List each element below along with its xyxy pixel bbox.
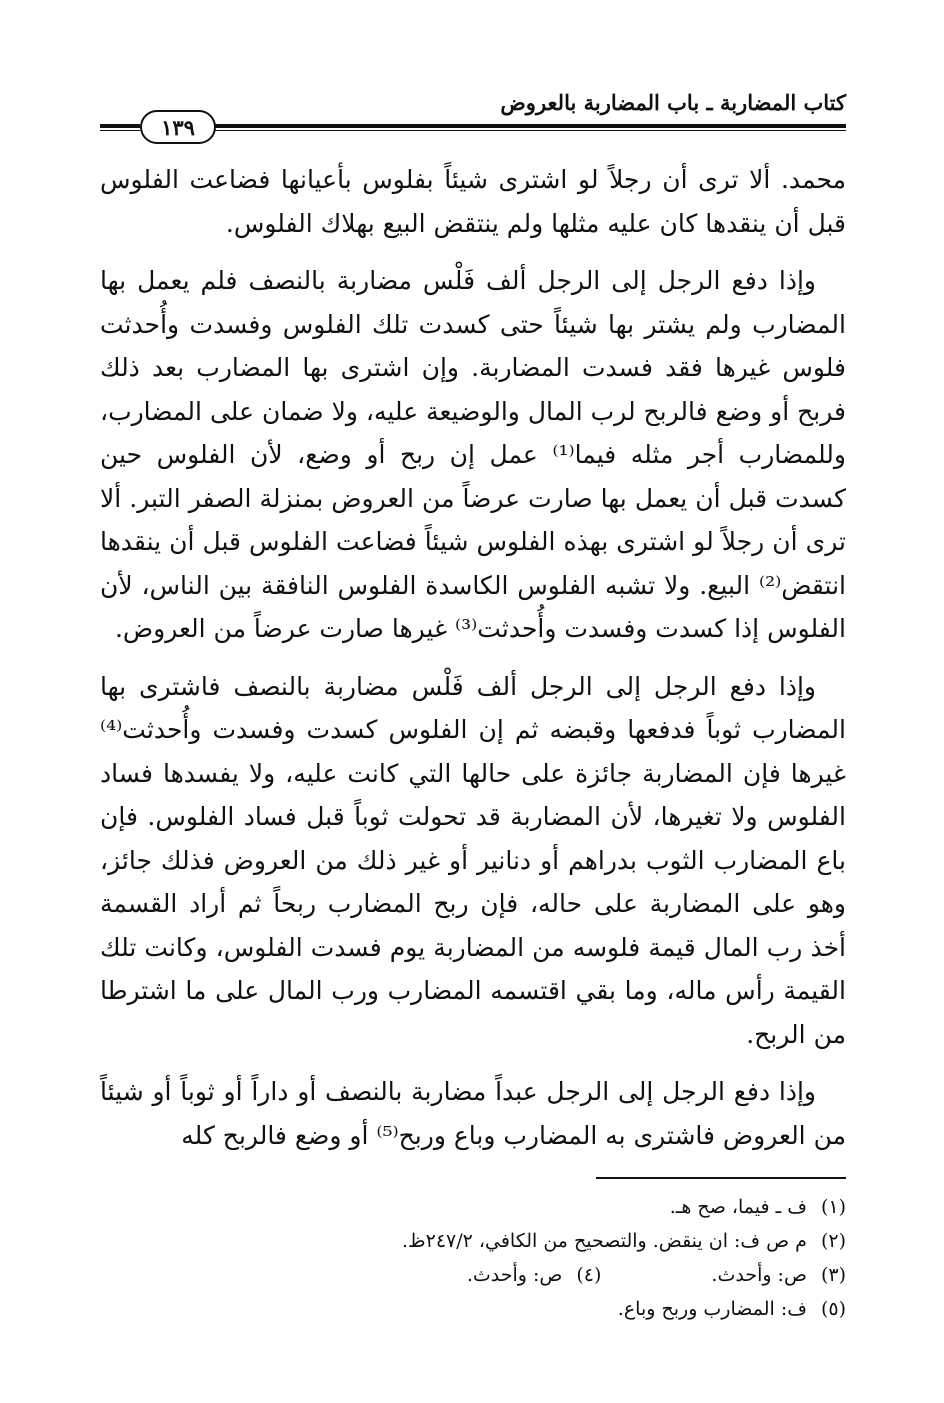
footnote-number: (٤): [576, 1264, 602, 1286]
header-rule-thick: [210, 124, 846, 128]
page-header: [100, 90, 846, 150]
paragraph-1: محمد. ألا ترى أن رجلاً لو اشترى شيئاً بفلوس بأعيانها فضاعت الفلوس قبل أن ينقدها كان عليه مثلها ولم ينتقض البيع بهلاك الفلوس.: [100, 165, 846, 238]
footnote-number: (٥): [820, 1298, 846, 1320]
footnote-row: [100, 1190, 846, 1224]
footnote-number: (٢): [820, 1230, 846, 1252]
footnote-row: [100, 1258, 846, 1292]
footnote-text: ف ـ فيما، صح هـ.: [669, 1196, 807, 1218]
footnote-separator: [596, 1177, 846, 1179]
page-number-badge: [140, 110, 216, 144]
body-text: [100, 158, 846, 1171]
header-rule-left-thick: [100, 124, 140, 128]
paragraph-4: وإذا دفع الرجل إلى الرجل عبداً مضاربة بالنصف أو داراً أو ثوباً أو شيئاً من العروض فاشترى به المضارب وباع وربح⁽⁵⁾ أو وضع فالربح كله: [100, 1077, 846, 1150]
footnote-text: م ص ف: ان ينقض. والتصحيح من الكافي، ٢٤٧/٢ظ.: [401, 1230, 807, 1252]
footnote-row: [100, 1224, 846, 1258]
header-rule-thin: [210, 130, 846, 131]
running-title: كتاب المضاربة ـ باب المضاربة بالعروض: [500, 90, 846, 115]
footnote-row: [100, 1292, 846, 1326]
paragraph-3: وإذا دفع الرجل إلى الرجل ألف فَلْس مضاربة بالنصف فاشترى بها المضارب ثوباً فدفعها وقبضه ثم إن الفلوس كسدت وفسدت وأُحدثت⁽⁴⁾ غيرها فإن المضاربة جائزة على حالها التي كانت عليه، ولا يفسدها فساد الفلوس ولا تغيرها، لأن المضاربة قد تحولت ثوباً قبل فساد الفلوس. فإن باع المضارب الثوب بدراهم أو دنانير أو غير ذلك من العروض فذلك جائز، وهو على المضاربة على حاله، فإن ربح المضارب ربحاً ثم أراد القسمة أخذ رب المال قيمة فلوسه من المضاربة يوم فسدت الفلوس، وكانت تلك القيمة رأس ماله، وما بقي اقتسمه المضارب ورب المال على ما اشترطا من الربح.: [100, 671, 846, 1049]
footnote-number: (١): [820, 1196, 846, 1218]
footnote-text: ص: وأحدث.: [466, 1264, 563, 1286]
page-number: ١٣٩: [161, 114, 195, 140]
paragraph-2: وإذا دفع الرجل إلى الرجل ألف فَلْس مضاربة بالنصف فلم يعمل بها المضارب ولم يشتر بها شيئاً حتى كسدت تلك الفلوس وفسدت وأُحدثت فلوس غيرها فقد فسدت المضاربة. وإن اشترى بها المضارب بعد ذلك فربح أو وضع فالربح لرب المال والوضيعة عليه، ولا ضمان على المضارب، وللمضارب أجر مثله فيما⁽¹⁾ عمل إن ربح أو وضع، لأن الفلوس حين كسدت قبل أن يعمل بها صارت عرضاً من العروض بمنزلة الصفر التبر. ألا ترى أن رجلاً لو اشترى بهذه الفلوس شيئاً فضاعت الفلوس قبل أن ينقدها انتقض⁽²⁾ البيع. ولا تشبه الفلوس الكاسدة الفلوس النافقة بين الناس، لأن الفلوس إذا كسدت وفسدت وأُحدثت⁽³⁾ غيرها صارت عرضاً من العروض.: [100, 266, 846, 643]
footnote-text: ص: وأحدث.: [711, 1264, 807, 1286]
footnote-text: ف: المضارب وربح وباع.: [617, 1298, 807, 1320]
footnote-number: (٣): [820, 1264, 846, 1286]
footnotes: [100, 1190, 846, 1326]
header-rule-left-thin: [100, 130, 140, 131]
